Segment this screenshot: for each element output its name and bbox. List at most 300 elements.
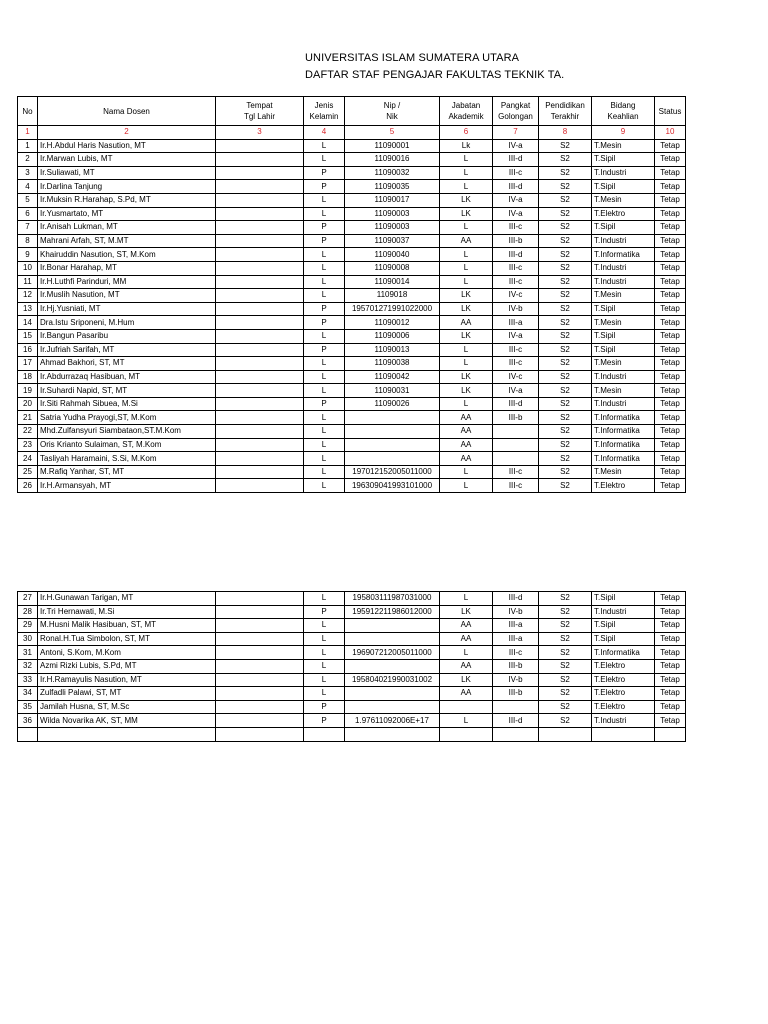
table-row [18,700,686,714]
cell-status: Tetap [655,139,686,153]
cell-pendidikan-terakhir: S2 [539,316,592,330]
cell-nama-dosen: Ir.Muslih Nasution, MT [38,289,216,303]
cell-status: Tetap [655,166,686,180]
cell-jenis-kelamin: L [304,289,345,303]
cell-pendidikan-terakhir: S2 [539,275,592,289]
cell-no: 6 [18,207,38,221]
cell-no: 4 [18,180,38,194]
cell-status: Tetap [655,714,686,728]
cell-pangkat-golongan: IV-a [493,329,539,343]
table-row [18,153,686,167]
cell-jabatan-akademik: L [440,248,493,262]
cell-no: 15 [18,329,38,343]
cell-jenis-kelamin: P [304,180,345,194]
cell-tempat-tgl-lahir [216,289,304,303]
cell-nama-dosen: Ir.H.Armansyah, MT [38,479,216,493]
cell-no: 14 [18,316,38,330]
cell-jabatan-akademik: LK [440,605,493,619]
cell-nip-nik: 11090003 [345,207,440,221]
cell-nip-nik: 197012152005011000 [345,465,440,479]
cell-nama-dosen: Ir.Bonar Harahap, MT [38,261,216,275]
cell-pendidikan-terakhir: S2 [539,343,592,357]
cell-no: 1 [18,139,38,153]
cell-pendidikan-terakhir: S2 [539,479,592,493]
cell-jenis-kelamin: L [304,687,345,701]
cell-tempat-tgl-lahir [216,592,304,606]
table-row [18,438,686,452]
table-row [18,714,686,728]
cell-pangkat-golongan: III-a [493,316,539,330]
cell-jenis-kelamin: L [304,329,345,343]
cell-no: 24 [18,452,38,466]
cell-pangkat-golongan: III-d [493,153,539,167]
cell-bidang-keahlian: T.Sipil [592,153,655,167]
cell-bidang-keahlian: T.Industri [592,605,655,619]
cell-bidang-keahlian: T.Sipil [592,343,655,357]
cell-pangkat-golongan: III-c [493,465,539,479]
cell-bidang-keahlian: T.Informatika [592,411,655,425]
cell-bidang-keahlian: T.Mesin [592,357,655,371]
header-nama-dosen: Nama Dosen [38,97,216,126]
cell-jenis-kelamin: L [304,659,345,673]
cell-bidang-keahlian: T.Mesin [592,465,655,479]
cell-pendidikan-terakhir: S2 [539,425,592,439]
cell-nama-dosen: Ir.Anisah Lukman, MT [38,221,216,235]
cell-jenis-kelamin: L [304,411,345,425]
cell-no: 32 [18,659,38,673]
cell-jabatan-akademik: L [440,592,493,606]
cell-pendidikan-terakhir: S2 [539,438,592,452]
cell-no: 2 [18,153,38,167]
cell-no: 23 [18,438,38,452]
cell-pendidikan-terakhir: S2 [539,465,592,479]
cell-jenis-kelamin: L [304,619,345,633]
cell-tempat-tgl-lahir [216,673,304,687]
cell-nip-nik: 1.97611092006E+17 [345,714,440,728]
cell-nama-dosen: Ir.H.Abdul Haris Nasution, MT [38,139,216,153]
cell-nip-nik: 1109018 [345,289,440,303]
cell-pangkat-golongan: III-a [493,632,539,646]
cell-bidang-keahlian: T.Mesin [592,139,655,153]
cell-pendidikan-terakhir: S2 [539,452,592,466]
cell-pangkat-golongan: IV-a [493,139,539,153]
cell-bidang-keahlian: T.Sipil [592,221,655,235]
cell-jabatan-akademik: L [440,275,493,289]
cell-pangkat-golongan: III-c [493,343,539,357]
cell-tempat-tgl-lahir [216,234,304,248]
cell-pangkat-golongan [493,425,539,439]
cell-no: 29 [18,619,38,633]
cell-jenis-kelamin [304,727,345,741]
cell-nip-nik [345,687,440,701]
cell-bidang-keahlian: T.Elektro [592,673,655,687]
cell-pendidikan-terakhir: S2 [539,166,592,180]
index-jabatan-akademik: 6 [440,126,493,140]
cell-jabatan-akademik: L [440,343,493,357]
cell-jabatan-akademik [440,727,493,741]
staff-table-part1 [17,96,686,493]
cell-nip-nik: 11090003 [345,221,440,235]
cell-status: Tetap [655,302,686,316]
cell-pendidikan-terakhir: S2 [539,329,592,343]
cell-status: Tetap [655,465,686,479]
cell-no: 18 [18,370,38,384]
cell-jabatan-akademik: AA [440,632,493,646]
cell-pangkat-golongan: III-b [493,687,539,701]
cell-status: Tetap [655,180,686,194]
cell-jenis-kelamin: L [304,153,345,167]
cell-status: Tetap [655,438,686,452]
cell-tempat-tgl-lahir [216,357,304,371]
cell-nip-nik [345,619,440,633]
cell-jenis-kelamin: L [304,357,345,371]
cell-pangkat-golongan: IV-c [493,370,539,384]
cell-tempat-tgl-lahir [216,452,304,466]
index-pendidikan-terakhir: 8 [539,126,592,140]
cell-pendidikan-terakhir: S2 [539,261,592,275]
cell-nama-dosen: Ir.Suliawati, MT [38,166,216,180]
cell-pendidikan-terakhir: S2 [539,700,592,714]
cell-nama-dosen: Jamilah Husna, ST, M.Sc [38,700,216,714]
cell-tempat-tgl-lahir [216,207,304,221]
cell-no: 13 [18,302,38,316]
cell-nip-nik: 11090006 [345,329,440,343]
cell-no: 8 [18,234,38,248]
cell-bidang-keahlian: T.Sipil [592,302,655,316]
cell-nip-nik: 11090040 [345,248,440,262]
cell-jabatan-akademik: AA [440,316,493,330]
cell-pendidikan-terakhir: S2 [539,370,592,384]
cell-status: Tetap [655,673,686,687]
cell-bidang-keahlian: T.Sipil [592,619,655,633]
cell-status: Tetap [655,153,686,167]
cell-pendidikan-terakhir: S2 [539,289,592,303]
cell-status: Tetap [655,248,686,262]
cell-nama-dosen: Ir.Darlina Tanjung [38,180,216,194]
cell-pendidikan-terakhir: S2 [539,302,592,316]
cell-jabatan-akademik: L [440,166,493,180]
cell-tempat-tgl-lahir [216,619,304,633]
cell-nip-nik: 11090008 [345,261,440,275]
cell-nip-nik: 11090042 [345,370,440,384]
cell-jabatan-akademik: L [440,714,493,728]
index-pangkat-golongan: 7 [493,126,539,140]
cell-pangkat-golongan [493,727,539,741]
cell-jabatan-akademik: AA [440,452,493,466]
cell-status [655,727,686,741]
cell-no: 35 [18,700,38,714]
table-row [18,302,686,316]
cell-bidang-keahlian: T.Industri [592,275,655,289]
staff-table-part2 [17,591,686,742]
cell-pangkat-golongan: IV-a [493,207,539,221]
cell-nama-dosen: Mhd.Zulfansyuri Siambataon,ST.M.Kom [38,425,216,439]
index-tempat-tgl-lahir: 3 [216,126,304,140]
cell-pangkat-golongan: III-d [493,592,539,606]
cell-pendidikan-terakhir: S2 [539,646,592,660]
cell-jabatan-akademik: AA [440,234,493,248]
table-row [18,343,686,357]
table-row [18,605,686,619]
cell-nip-nik [345,425,440,439]
table-row [18,357,686,371]
cell-tempat-tgl-lahir [216,714,304,728]
cell-bidang-keahlian: T.Sipil [592,329,655,343]
cell-pendidikan-terakhir: S2 [539,193,592,207]
cell-no: 19 [18,384,38,398]
cell-jabatan-akademik: L [440,180,493,194]
cell-jabatan-akademik: AA [440,687,493,701]
cell-pendidikan-terakhir: S2 [539,411,592,425]
cell-pendidikan-terakhir: S2 [539,153,592,167]
cell-tempat-tgl-lahir [216,275,304,289]
cell-bidang-keahlian: T.Industri [592,370,655,384]
table-row [18,592,686,606]
cell-status: Tetap [655,425,686,439]
cell-nama-dosen: Ir.Jufriah Sarifah, MT [38,343,216,357]
cell-tempat-tgl-lahir [216,153,304,167]
cell-status: Tetap [655,370,686,384]
cell-pendidikan-terakhir: S2 [539,357,592,371]
cell-bidang-keahlian: T.Informatika [592,646,655,660]
cell-pangkat-golongan: IV-a [493,384,539,398]
cell-status: Tetap [655,411,686,425]
cell-jabatan-akademik: L [440,479,493,493]
cell-bidang-keahlian: T.Elektro [592,659,655,673]
cell-no: 12 [18,289,38,303]
cell-bidang-keahlian: T.Sipil [592,632,655,646]
cell-status: Tetap [655,329,686,343]
cell-pendidikan-terakhir: S2 [539,207,592,221]
table-row [18,646,686,660]
cell-no: 5 [18,193,38,207]
cell-jabatan-akademik: LK [440,207,493,221]
cell-nip-nik [345,438,440,452]
cell-pendidikan-terakhir [539,727,592,741]
cell-no: 20 [18,397,38,411]
cell-tempat-tgl-lahir [216,659,304,673]
cell-tempat-tgl-lahir [216,438,304,452]
cell-nama-dosen: Ir.Yusmartato, MT [38,207,216,221]
cell-bidang-keahlian: T.Elektro [592,207,655,221]
table-row [18,411,686,425]
cell-pangkat-golongan: IV-b [493,302,539,316]
cell-nama-dosen: Wilda Novarika AK, ST, MM [38,714,216,728]
cell-jabatan-akademik: AA [440,425,493,439]
table-row [18,727,686,741]
cell-jabatan-akademik: LK [440,329,493,343]
cell-status: Tetap [655,619,686,633]
cell-nama-dosen: Antoni, S.Kom, M.Kom [38,646,216,660]
cell-bidang-keahlian: T.Elektro [592,700,655,714]
cell-pangkat-golongan [493,452,539,466]
cell-pendidikan-terakhir: S2 [539,714,592,728]
header-jenis-kelamin: Jenis Kelamin [304,97,345,126]
cell-status: Tetap [655,289,686,303]
index-nama-dosen: 2 [38,126,216,140]
cell-nip-nik [345,727,440,741]
cell-nama-dosen: M.Rafiq Yanhar, ST, MT [38,465,216,479]
cell-bidang-keahlian: T.Sipil [592,592,655,606]
cell-tempat-tgl-lahir [216,221,304,235]
cell-nip-nik [345,632,440,646]
cell-pangkat-golongan: III-d [493,714,539,728]
index-nip-nik: 5 [345,126,440,140]
cell-tempat-tgl-lahir [216,632,304,646]
cell-tempat-tgl-lahir [216,139,304,153]
cell-jenis-kelamin: P [304,343,345,357]
cell-jenis-kelamin: L [304,632,345,646]
cell-tempat-tgl-lahir [216,646,304,660]
cell-tempat-tgl-lahir [216,248,304,262]
table-row [18,248,686,262]
table-row [18,275,686,289]
cell-jenis-kelamin: L [304,248,345,262]
cell-tempat-tgl-lahir [216,465,304,479]
cell-nip-nik: 11090014 [345,275,440,289]
cell-tempat-tgl-lahir [216,605,304,619]
cell-jabatan-akademik: LK [440,370,493,384]
table-row [18,425,686,439]
cell-pendidikan-terakhir: S2 [539,659,592,673]
cell-tempat-tgl-lahir [216,700,304,714]
index-bidang-keahlian: 9 [592,126,655,140]
cell-jabatan-akademik: AA [440,438,493,452]
table-row [18,180,686,194]
cell-bidang-keahlian: T.Elektro [592,479,655,493]
cell-jabatan-akademik: L [440,465,493,479]
cell-tempat-tgl-lahir [216,370,304,384]
cell-status: Tetap [655,687,686,701]
cell-nama-dosen: Satria Yudha Prayogi,ST, M.Kom [38,411,216,425]
cell-tempat-tgl-lahir [216,193,304,207]
cell-no: 3 [18,166,38,180]
cell-jenis-kelamin: L [304,592,345,606]
cell-bidang-keahlian: T.Industri [592,397,655,411]
header-bidang-keahlian: Bidang Keahlian [592,97,655,126]
cell-nama-dosen: Ir.Suhardi Napid, ST, MT [38,384,216,398]
cell-pendidikan-terakhir: S2 [539,673,592,687]
table-row [18,329,686,343]
cell-status: Tetap [655,234,686,248]
cell-jenis-kelamin: L [304,646,345,660]
cell-nama-dosen: Ir.H.Luthfi Parinduri, MM [38,275,216,289]
cell-pangkat-golongan: III-b [493,411,539,425]
document-title: DAFTAR STAF PENGAJAR FAKULTAS TEKNIK TA. [305,69,565,81]
cell-tempat-tgl-lahir [216,384,304,398]
cell-nama-dosen [38,727,216,741]
cell-nip-nik: 11090037 [345,234,440,248]
cell-jabatan-akademik: L [440,397,493,411]
cell-status: Tetap [655,700,686,714]
cell-jabatan-akademik: L [440,221,493,235]
cell-pendidikan-terakhir: S2 [539,605,592,619]
cell-jenis-kelamin: L [304,370,345,384]
cell-no: 34 [18,687,38,701]
cell-pangkat-golongan: III-c [493,646,539,660]
cell-jenis-kelamin: P [304,397,345,411]
cell-bidang-keahlian: T.Industri [592,261,655,275]
cell-pangkat-golongan: III-c [493,357,539,371]
cell-nip-nik: 195804021990031002 [345,673,440,687]
cell-nip-nik: 11090013 [345,343,440,357]
cell-status: Tetap [655,193,686,207]
cell-jabatan-akademik: L [440,646,493,660]
cell-nip-nik [345,659,440,673]
cell-jenis-kelamin: L [304,673,345,687]
cell-jenis-kelamin: L [304,139,345,153]
cell-no: 10 [18,261,38,275]
table-row [18,234,686,248]
cell-jenis-kelamin: P [304,316,345,330]
cell-jabatan-akademik: AA [440,411,493,425]
cell-jenis-kelamin: L [304,261,345,275]
cell-jabatan-akademik [440,700,493,714]
cell-nama-dosen: Dra.Istu Sriponeni, M.Hum [38,316,216,330]
cell-pangkat-golongan: III-d [493,248,539,262]
cell-bidang-keahlian: T.Informatika [592,452,655,466]
cell-tempat-tgl-lahir [216,727,304,741]
cell-jabatan-akademik: LK [440,193,493,207]
cell-jenis-kelamin: L [304,207,345,221]
cell-jabatan-akademik: L [440,357,493,371]
cell-nama-dosen: Ronal.H.Tua Simbolon, ST, MT [38,632,216,646]
cell-nip-nik [345,452,440,466]
cell-no: 21 [18,411,38,425]
cell-pendidikan-terakhir: S2 [539,619,592,633]
header-jabatan-akademik: Jabatan Akademik [440,97,493,126]
cell-no: 22 [18,425,38,439]
cell-tempat-tgl-lahir [216,316,304,330]
cell-pangkat-golongan [493,438,539,452]
cell-bidang-keahlian: T.Mesin [592,193,655,207]
cell-nip-nik [345,700,440,714]
cell-pendidikan-terakhir: S2 [539,234,592,248]
table-row [18,261,686,275]
table-row [18,673,686,687]
cell-nip-nik: 11090016 [345,153,440,167]
cell-status: Tetap [655,397,686,411]
cell-tempat-tgl-lahir [216,180,304,194]
cell-no: 27 [18,592,38,606]
cell-no: 25 [18,465,38,479]
cell-bidang-keahlian: T.Mesin [592,384,655,398]
cell-jenis-kelamin: L [304,193,345,207]
header-row [18,97,686,126]
cell-jabatan-akademik: AA [440,659,493,673]
cell-jenis-kelamin: L [304,465,345,479]
cell-bidang-keahlian: T.Informatika [592,438,655,452]
cell-jenis-kelamin: P [304,700,345,714]
table-row [18,632,686,646]
cell-pangkat-golongan: III-c [493,221,539,235]
cell-bidang-keahlian: T.Sipil [592,180,655,194]
cell-pangkat-golongan: III-b [493,659,539,673]
cell-bidang-keahlian: T.Industri [592,166,655,180]
table-row [18,316,686,330]
cell-pendidikan-terakhir: S2 [539,180,592,194]
header-nip-nik: Nip / Nik [345,97,440,126]
cell-nip-nik: 11090031 [345,384,440,398]
cell-nama-dosen: Ir.Siti Rahmah Sibuea, M.Si [38,397,216,411]
cell-nip-nik: 195701271991022000 [345,302,440,316]
cell-pangkat-golongan: IV-b [493,605,539,619]
table-row [18,465,686,479]
cell-jenis-kelamin: L [304,425,345,439]
cell-pangkat-golongan [493,700,539,714]
cell-nip-nik: 11090032 [345,166,440,180]
cell-bidang-keahlian: T.Industri [592,234,655,248]
